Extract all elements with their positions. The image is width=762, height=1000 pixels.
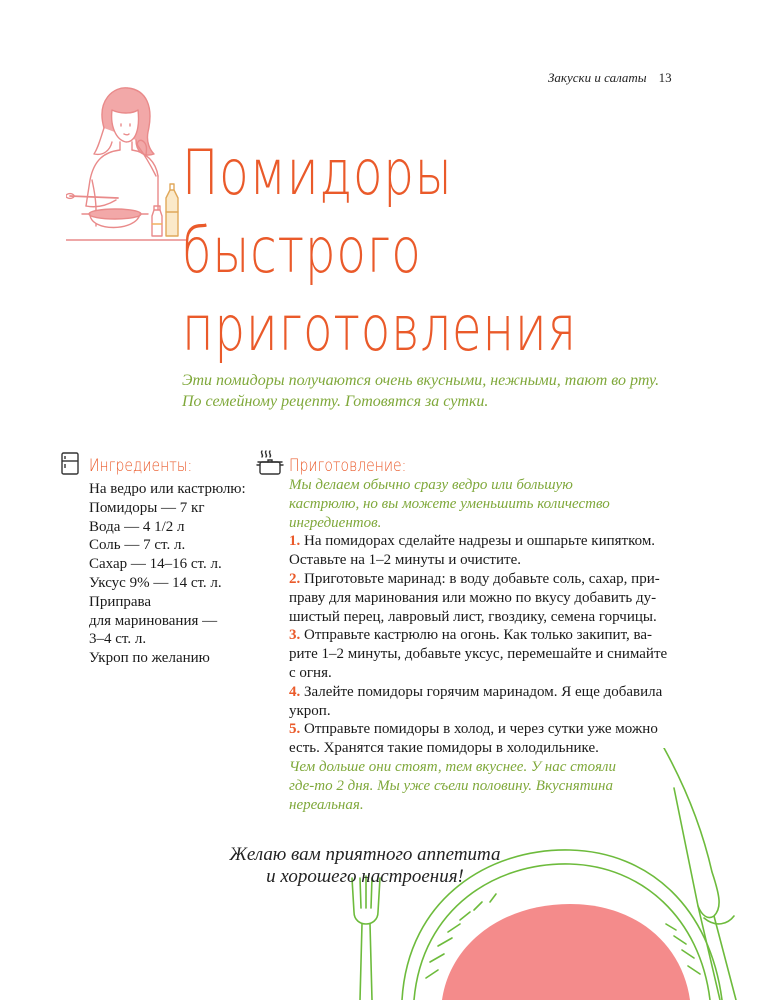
preparation-intro [289, 476, 673, 532]
recipe-lead [182, 370, 702, 412]
list-item: Соль — 7 ст. л. [89, 537, 186, 554]
step-4 [289, 683, 673, 721]
running-head [548, 70, 748, 86]
closing-wish [200, 844, 530, 888]
step-1 [289, 532, 673, 570]
title-line: Помидоры [182, 136, 453, 209]
list-item: На ведро или кастрюлю: [89, 481, 246, 497]
fridge-icon [60, 452, 80, 476]
title-line: приготовления [182, 292, 577, 365]
step-line: Отправьте помидоры в холод, и через сутки уже можно [304, 721, 658, 738]
step-line: Отправьте кастрюлю на огонь. Как только закипит, ва- [304, 627, 653, 644]
list-item: Уксус 9% — 14 ст. л. [89, 574, 222, 591]
outro-line: где-то 2 дня. Мы уже съели половину. Вкуснятина [289, 777, 613, 794]
list-item: Приправа [89, 593, 152, 610]
list-item: Вода — 4 1/2 л [89, 518, 185, 535]
lead-line: Эти помидоры получаются очень вкусными, нежными, тают во рту. [182, 372, 660, 389]
step-3 [289, 626, 673, 682]
wish-line: и хорошего настроения! [266, 866, 464, 887]
step-number: 1. [289, 533, 301, 550]
outro-line: нереальная. [289, 796, 364, 813]
list-item: 3–4 ст. л. [89, 631, 147, 648]
step-number: 2. [289, 570, 301, 587]
step-number: 3. [289, 627, 301, 644]
title-line: быстрого [182, 214, 422, 287]
step-line: с огня. [289, 664, 332, 681]
step-line: Залейте помидоры горячим маринадом. Я еще добавила [304, 683, 663, 700]
woman-cooking-illustration [66, 80, 186, 250]
intro-line: Мы делаем обычно сразу ведро или большую [289, 477, 573, 493]
recipe-title [182, 134, 619, 368]
step-line: есть. Хранятся такие помидоры в холодильнике. [289, 740, 599, 757]
list-item: для маринования — [89, 612, 218, 629]
step-line: Оставьте на 1–2 минуты и очистите. [289, 552, 521, 569]
list-item: Укроп по желанию [89, 650, 210, 667]
step-2 [289, 570, 673, 626]
pot-icon [256, 450, 286, 476]
list-item: Помидоры — 7 кг [89, 499, 205, 516]
intro-line: кастрюлю, но вы можете уменьшить количество [289, 495, 610, 512]
ingredients-heading: Ингредиенты: [89, 456, 193, 476]
step-line: Приготовьте маринад: в воду добавьте соль, сахар, при- [304, 570, 660, 587]
preparation-heading: Приготовление: [289, 456, 407, 476]
lead-line: По семейному рецепту. Готовятся за сутки. [182, 393, 489, 410]
page-number: 13 [658, 70, 672, 85]
section-name: Закуски и салаты [548, 70, 647, 85]
step-line: праву для маринования или можно по вкусу добавить ду- [289, 589, 657, 606]
list-item: Сахар — 14–16 ст. л. [89, 556, 222, 573]
ingredients-list [89, 480, 259, 668]
wish-line: Желаю вам приятного аппетита [229, 844, 501, 865]
intro-line: ингредиентов. [289, 514, 382, 531]
step-number: 4. [289, 683, 301, 700]
step-line: На помидорах сделайте надрезы и ошпарьте кипятком. [304, 533, 656, 550]
step-line: рите 1–2 минуты, добавьте уксус, перемешайте и снимайте [289, 646, 668, 663]
step-line: шистый перец, лавровый лист, гвоздику, семена горчицы. [289, 608, 657, 625]
outro-line: Чем дольше они стоят, тем вкуснее. У нас стояли [289, 758, 616, 775]
step-number: 5. [289, 721, 301, 738]
step-line: укроп. [289, 702, 331, 719]
